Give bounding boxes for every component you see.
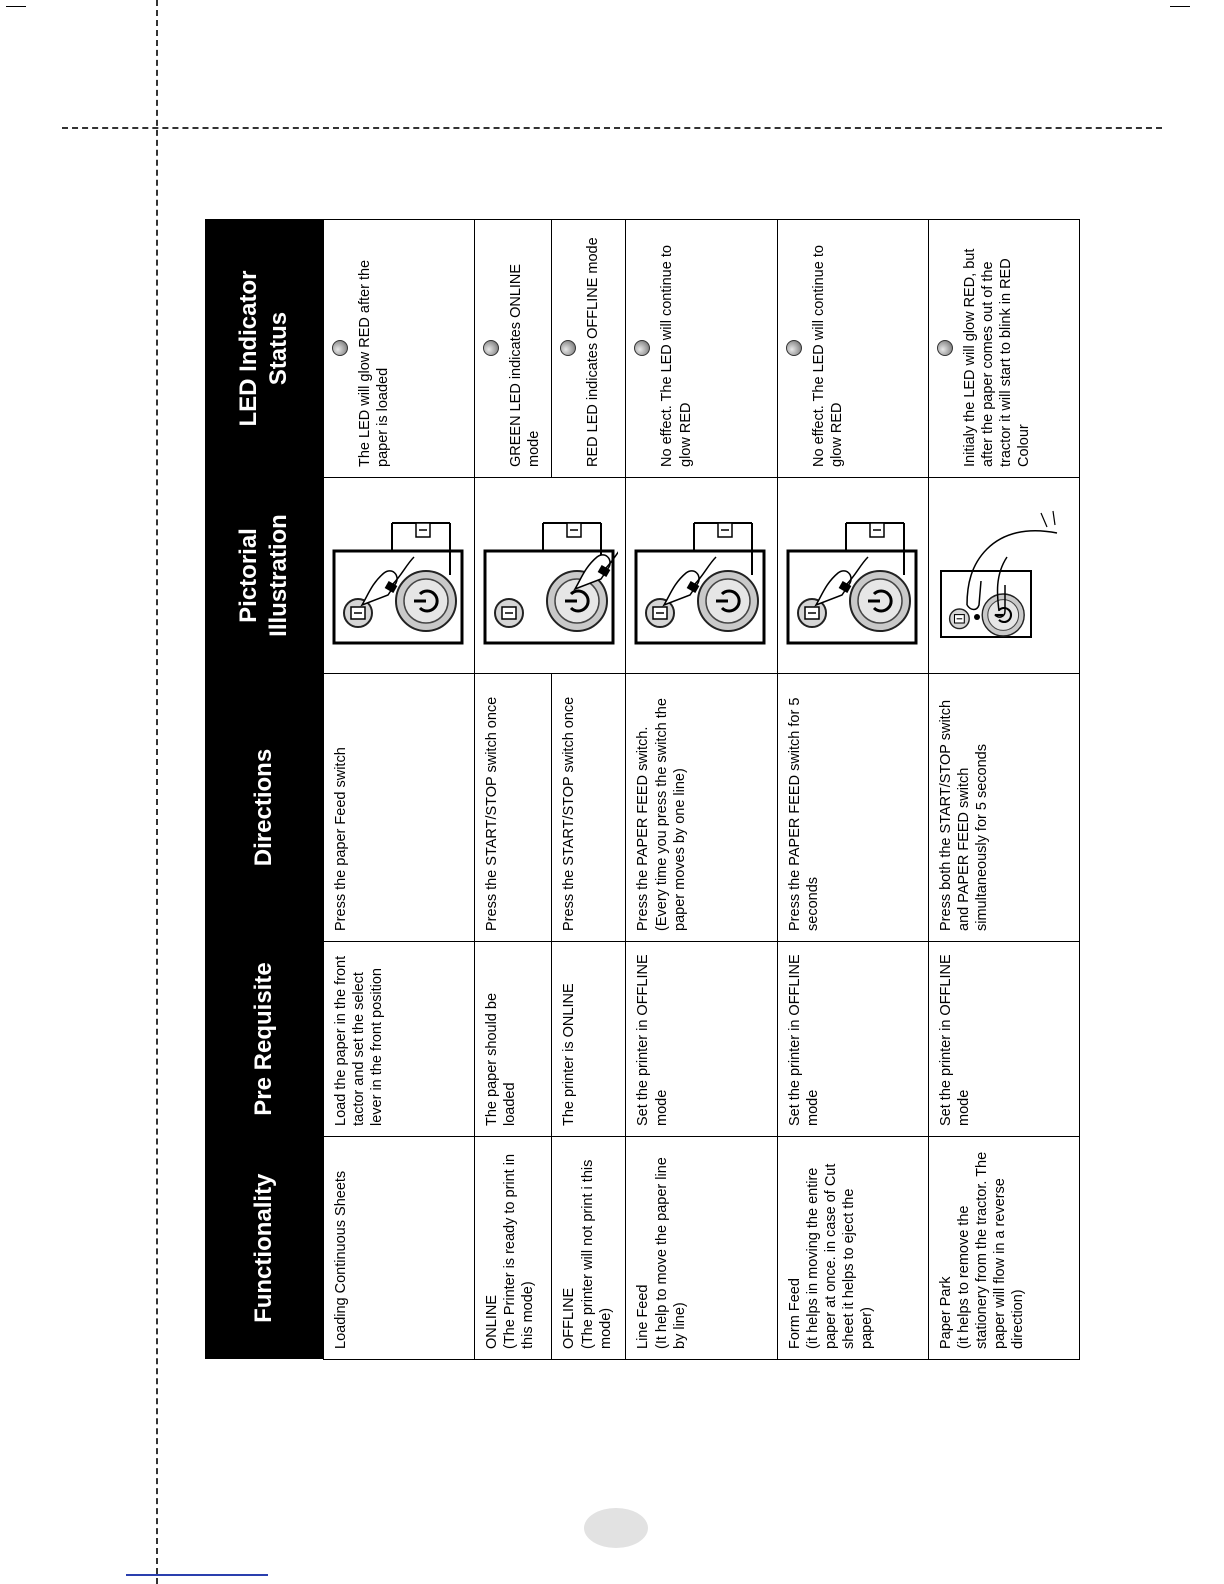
cell-directions: Press both the START/STOP switch and PAPER FEED switch simultaneously for 5 seconds xyxy=(928,674,1079,942)
cell-led-status xyxy=(626,220,777,478)
cell-functionality: OFFLINE (The printer will not print i this mode) xyxy=(552,1137,626,1360)
cell-led-status xyxy=(928,220,1079,478)
cell-illustration xyxy=(928,478,1079,674)
power-button-icon xyxy=(698,572,758,632)
header-directions: Directions xyxy=(205,674,324,942)
fold-line-vertical xyxy=(156,0,158,1584)
table-row xyxy=(928,220,1079,1360)
led-status-text: The LED will glow RED after the paper is loaded xyxy=(357,259,392,467)
cell-directions: Press the paper Feed switch xyxy=(324,674,475,942)
table-row xyxy=(626,220,777,1360)
cell-prerequisite: Set the printer in OFFLINE mode xyxy=(777,942,928,1137)
led-indicator-icon xyxy=(634,341,650,357)
paper-feed-button-icon xyxy=(495,600,523,628)
header-pictorial: Pictorial Illustration xyxy=(205,478,324,674)
power-button-icon xyxy=(850,572,910,632)
cell-directions: Press the PAPER FEED switch for 5 seconds xyxy=(777,674,928,942)
printer-functions-table xyxy=(205,219,1080,1360)
cell-directions: Press the PAPER FEED switch. (Every time you press the switch the paper moves by one line) xyxy=(626,674,777,942)
cell-functionality: Paper Park (it helps to remove the stationery from the tractor. The paper will flow in a reverse direction) xyxy=(928,1137,1079,1360)
led-indicator-icon xyxy=(786,341,802,357)
table-header-row xyxy=(205,220,324,1360)
printer-panel-startstop-press-illustration xyxy=(483,506,618,646)
led-status-text: GREEN LED indicates ONLINE mode xyxy=(508,263,543,467)
cell-illustration xyxy=(626,478,777,674)
printer-panel-line-feed-illustration xyxy=(634,506,769,646)
table-row xyxy=(324,220,475,1360)
printer-panel-form-feed-illustration xyxy=(786,506,921,646)
cell-illustration xyxy=(475,478,626,674)
table-row xyxy=(475,220,552,1360)
cell-illustration xyxy=(777,478,928,674)
led-status-text: No effect. The LED will continue to glow RED xyxy=(659,245,694,467)
power-button-icon xyxy=(396,572,456,632)
led-status-text: RED LED indicates OFFLINE mode xyxy=(585,237,602,467)
led-status-text: No effect. The LED will continue to glow RED xyxy=(810,245,845,467)
cell-led-status xyxy=(777,220,928,478)
footer-rule xyxy=(126,1574,268,1576)
header-functionality: Functionality xyxy=(205,1137,324,1360)
led-status-text: Initialy the LED will glow RED, but after the paper comes out of the tractor it will start to blink in RED Colour xyxy=(961,248,1033,467)
cell-prerequisite: Set the printer in OFFLINE mode xyxy=(928,942,1079,1137)
paper-feed-button-icon xyxy=(949,610,969,630)
led-indicator-icon xyxy=(937,341,953,357)
header-led: LED Indicator Status xyxy=(205,220,324,478)
cell-prerequisite: The paper should be loaded xyxy=(475,942,552,1137)
trim-mark-left xyxy=(6,6,26,7)
page-number-oval xyxy=(584,1508,648,1548)
fold-line-horizontal xyxy=(62,127,1162,129)
trim-mark-right xyxy=(1170,6,1190,7)
table-row xyxy=(777,220,928,1360)
cell-led-status xyxy=(475,220,552,478)
cell-functionality: Loading Continuous Sheets xyxy=(324,1137,475,1360)
led-indicator-icon xyxy=(560,341,576,357)
cell-functionality: Form Feed (it helps in moving the entire paper at once. in case of Cut sheet it helps to eject the paper) xyxy=(777,1137,928,1360)
led-indicator-icon xyxy=(483,341,499,357)
cell-functionality: Line Feed (It help to move the paper line by line) xyxy=(626,1137,777,1360)
led-indicator-icon xyxy=(332,341,348,357)
cell-illustration xyxy=(324,478,475,674)
printer-panel-feed-press-illustration xyxy=(332,506,467,646)
cell-led-status xyxy=(324,220,475,478)
cell-led-status xyxy=(552,220,626,478)
printer-panel-paper-park-illustration xyxy=(937,506,1072,646)
functions-table-container xyxy=(205,220,1080,1360)
cell-directions: Press the START/STOP switch once xyxy=(475,674,552,942)
table-row xyxy=(552,220,626,1360)
cell-prerequisite: Set the printer in OFFLINE mode xyxy=(626,942,777,1137)
cell-directions: Press the START/STOP switch once xyxy=(552,674,626,942)
cell-functionality: ONLINE (The Printer is ready to print in this mode) xyxy=(475,1137,552,1360)
cell-prerequisite: Load the paper in the front tactor and set the select lever in the front position xyxy=(324,942,475,1137)
header-prerequisite: Pre Requisite xyxy=(205,942,324,1137)
cell-prerequisite: The printer is ONLINE xyxy=(552,942,626,1137)
